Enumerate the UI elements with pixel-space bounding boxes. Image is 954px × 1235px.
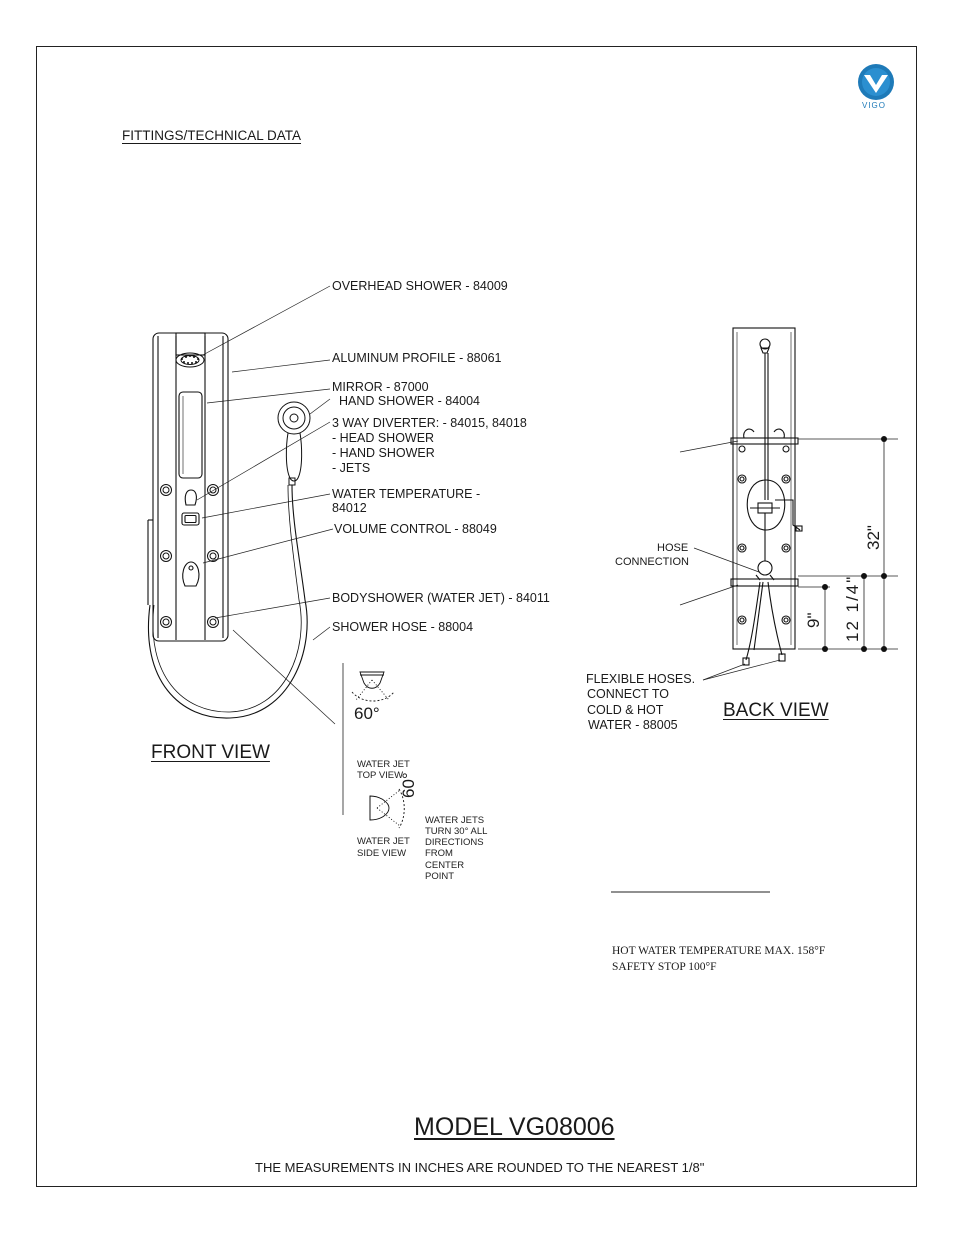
front-view-title: FRONT VIEW bbox=[151, 742, 270, 763]
dimension-12-1-4: 12 1/4" bbox=[843, 574, 862, 642]
callout-mirror: MIRROR - 87000 bbox=[332, 380, 429, 394]
callout-flexible-hoses-line-1: FLEXIBLE HOSES. bbox=[586, 672, 696, 686]
callout-flexible-hoses-line-3: COLD & HOT bbox=[587, 703, 664, 717]
model-title: MODEL VG08006 bbox=[414, 1113, 615, 1141]
jet-note-line-6: POINT bbox=[425, 871, 455, 882]
callout-shower-hose: SHOWER HOSE - 88004 bbox=[332, 620, 474, 634]
callout-diverter-line-4: - JETS bbox=[332, 461, 371, 475]
jet-note-line-5: CENTER bbox=[425, 860, 465, 871]
callout-flexible-hoses-line-4: WATER - 88005 bbox=[588, 718, 678, 732]
jet-top-view-icon bbox=[352, 672, 394, 701]
temperature-note-line-1: HOT WATER TEMPERATURE MAX. 158°F bbox=[612, 945, 826, 957]
jet-note-line-4: FROM bbox=[425, 848, 453, 859]
callout-hand-shower: HAND SHOWER - 84004 bbox=[339, 394, 481, 408]
callout-water-temperature-line-2: 84012 bbox=[332, 501, 367, 515]
vigo-logo-text: VIGO bbox=[862, 101, 887, 110]
callout-bodyshower: BODYSHOWER (WATER JET) - 84011 bbox=[332, 591, 550, 605]
measurement-note: THE MEASUREMENTS IN INCHES ARE ROUNDED TO THE NEAREST 1/8" bbox=[255, 1160, 705, 1175]
jet-note-line-3: DIRECTIONS bbox=[425, 837, 484, 848]
callout-water-temperature-line-1: WATER TEMPERATURE - bbox=[332, 487, 481, 501]
jet-top-view-line-1: WATER JET bbox=[357, 759, 410, 770]
jet-note-line-1: WATER JETS bbox=[425, 815, 485, 826]
front-panel bbox=[148, 333, 228, 641]
callout-overhead-shower: OVERHEAD SHOWER - 84009 bbox=[332, 279, 508, 293]
callout-aluminum-profile: ALUMINUM PROFILE - 88061 bbox=[332, 351, 502, 365]
jet-note-line-2: TURN 30° ALL bbox=[425, 826, 488, 837]
body-jets bbox=[161, 485, 219, 628]
callout-hose-connection-line-1: HOSE bbox=[657, 542, 689, 554]
temperature-note-line-2: SAFETY STOP 100°F bbox=[612, 961, 717, 973]
callout-flexible-hoses-line-2: CONNECT TO bbox=[587, 687, 669, 701]
overhead-shower-icon bbox=[176, 353, 204, 367]
back-view-title: BACK VIEW bbox=[723, 700, 829, 721]
dimension-32: 32" bbox=[864, 525, 883, 550]
jet-top-view-line-2: TOP VIEW bbox=[357, 770, 404, 781]
callout-diverter-line-2: - HEAD SHOWER bbox=[332, 431, 435, 445]
jet-side-view-line-1: WATER JET bbox=[357, 836, 410, 847]
dimension-9: 9" bbox=[804, 612, 823, 628]
leader-lines-front bbox=[197, 286, 335, 724]
callout-hose-connection-line-2: CONNECTION bbox=[615, 556, 689, 568]
jet-angle-top: 60° bbox=[354, 704, 380, 723]
section-title: FITTINGS/TECHNICAL DATA bbox=[122, 128, 302, 143]
jet-side-view-line-2: SIDE VIEW bbox=[357, 848, 407, 859]
callout-diverter-line-1: 3 WAY DIVERTER: - 84015, 84018 bbox=[332, 416, 527, 430]
vigo-logo-icon bbox=[858, 64, 894, 100]
back-panel bbox=[731, 328, 802, 665]
callout-diverter-line-3: - HAND SHOWER bbox=[332, 446, 435, 460]
jet-angle-side: 60° bbox=[399, 772, 418, 798]
callout-volume-control: VOLUME CONTROL - 88049 bbox=[334, 522, 497, 536]
